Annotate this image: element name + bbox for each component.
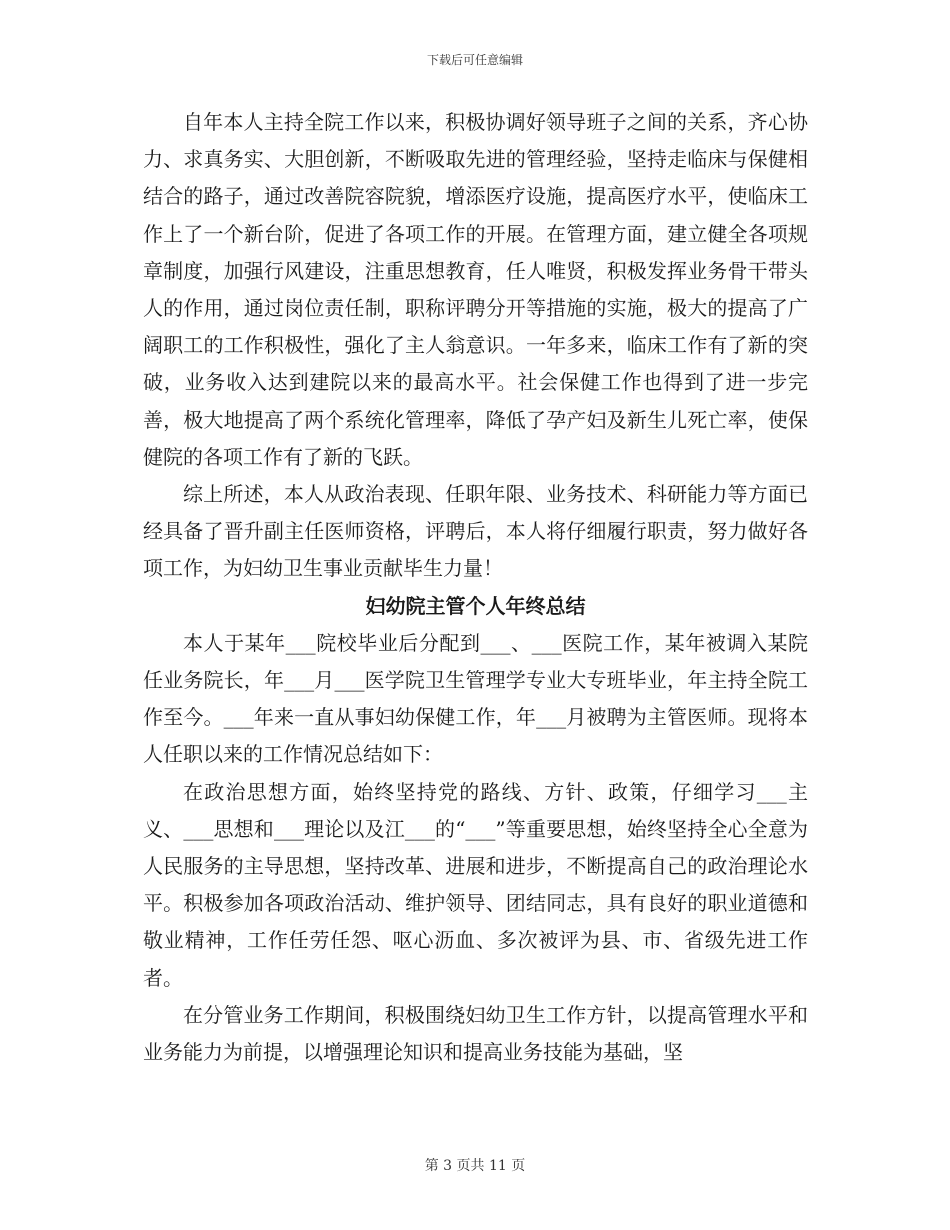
paragraph-business-work: 在分管业务工作期间，积极围绕妇幼卫生工作方针，以提高管理水平和业务能力为前提，以增强理论知识和提高业务技能为基础，坚 xyxy=(143,1002,808,1065)
paragraph-conclusion: 综上所述，本人从政治表现、任职年限、业务技术、科研能力等方面已经具备了晋升副主任医师资格，评聘后，本人将仔细履行职责，努力做好各项工作，为妇幼卫生事业贡献毕生力量！ xyxy=(143,482,808,581)
section-title: 妇幼院主管个人年终总结 xyxy=(365,593,586,618)
paragraph-political-thought: 在政治思想方面，始终坚持党的路线、方针、政策，仔细学习___主义、___思想和___理论以及江___的“___”等重要思想，始终坚持全心全意为人民服务的主导思想，坚持改革、进展和进步，不断提高自己的政治理论水平。积极参加各项政治活动、维护领导、团结同志，具有良好的职业道德和敬业精神，工作任劳任怨、呕心沥血、多次被评为县、市、省级先进工作者。 xyxy=(143,779,808,990)
paragraph-work-summary: 自年本人主持全院工作以来，积极协调好领导班子之间的关系，齐心协力、求真务实、大胆创新，不断吸取先进的管理经验，坚持走临床与保健相结合的路子，通过改善院容院貌，增添医疗设施，提高医疗水平，使临床工作上了一个新台阶，促进了各项工作的开展。在管理方面，建立健全各项规章制度，加强行风建设，注重思想教育，任人唯贤，积极发挥业务骨干带头人的作用，通过岗位责任制，职称评聘分开等措施的实施，极大的提高了广阔职工的工作积极性，强化了主人翁意识。一年多来，临床工作有了新的突破，业务收入达到建院以来的最高水平。社会保健工作也得到了进一步完善，极大地提高了两个系统化管理率，降低了孕产妇及新生儿死亡率，使保健院的各项工作有了新的飞跃。 xyxy=(143,110,808,469)
page-header: 下载后可任意编辑 xyxy=(426,53,523,67)
paragraph-introduction: 本人于某年___院校毕业后分配到___、___医院工作，某年被调入某院任业务院长，年___月___医学院卫生管理学专业大专班毕业，年主持全院工作至今。___年来一直从事妇幼保健工作，年___月被聘为主管医师。现将本人任职以来的工作情况总结如下： xyxy=(143,630,808,767)
page-footer: 第 3 页共 11 页 xyxy=(424,1158,526,1174)
document-body xyxy=(143,104,808,1071)
